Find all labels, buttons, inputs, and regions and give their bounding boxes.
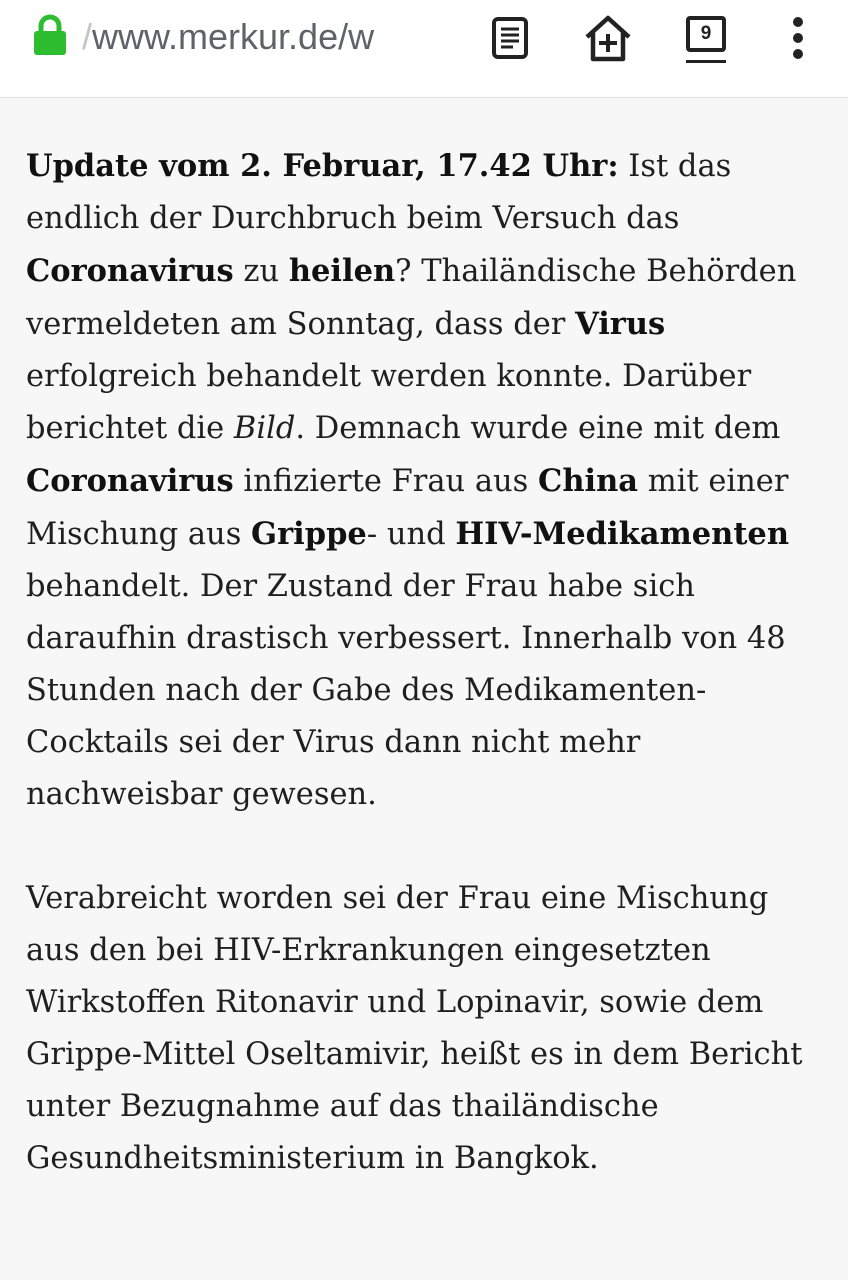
tab-count: 9 [700,23,712,44]
italic-text: Bild [233,411,296,446]
url-fade [394,12,454,62]
text-run: zu [233,254,289,289]
text-run: mit einer Mischung aus [26,464,789,552]
url-text: www.merkur.de/w [92,16,375,57]
bold-text: Update vom 2. Februar, 17.42 Uhr: [26,148,619,184]
bold-text: HIV-Medikamenten [455,516,790,552]
more-vert-icon [791,16,805,60]
home-add-icon [582,13,634,63]
home-button[interactable] [578,8,638,68]
browser-toolbar [0,0,848,98]
article-paragraph-1 [26,140,826,821]
text-run: - und [366,517,456,552]
text-run: erfolgreich behandelt werden konnte. Darüber berichtet die [26,359,752,446]
bold-text: Coronavirus [26,463,234,499]
url-prefix: / [82,16,93,57]
tabs-button[interactable] [676,8,736,68]
text-run: ? Thailändische Behörden vermeldeten am Sonntag, dass der [26,254,797,342]
lock-icon[interactable] [32,14,68,56]
bold-text: China [538,463,639,499]
bold-text: Coronavirus [26,253,234,289]
menu-button[interactable] [768,8,828,68]
url-bar[interactable] [82,12,454,62]
bold-text: Grippe [251,516,367,552]
tabs-icon [686,16,726,52]
text-run: infizierte Frau aus [233,464,539,499]
reader-mode-button[interactable] [480,8,540,68]
article-body [26,140,826,1185]
article-paragraph-2: Verabreicht worden sei der Frau eine Mischung aus den bei HIV-Erkrankungen eingesetzten Wirkstoffen Ritonavir und Lopinavir, sowie dem Grippe-Mittel Oseltamivir, heißt es in dem Bericht unter Bezugnahme auf das thailändische Gesundheitsministerium in Bangkok. [26,881,803,1176]
text-run: behandelt. Der Zustand der Frau habe sich daraufhin drastisch verbessert. Innerhalb von 48 Stunden nach der Gabe des Medikamenten-Cocktails sei der Virus dann nicht mehr nachweisbar gewesen. [26,569,786,812]
reader-mode-icon [490,16,530,60]
text-run: . Demnach wurde eine mit dem [295,411,781,446]
text-run: Ist das endlich der Durchbruch beim Versuch das [26,149,732,236]
bold-text: Virus [575,306,666,342]
bold-text: heilen [288,253,396,289]
tabs-underline [686,60,726,63]
